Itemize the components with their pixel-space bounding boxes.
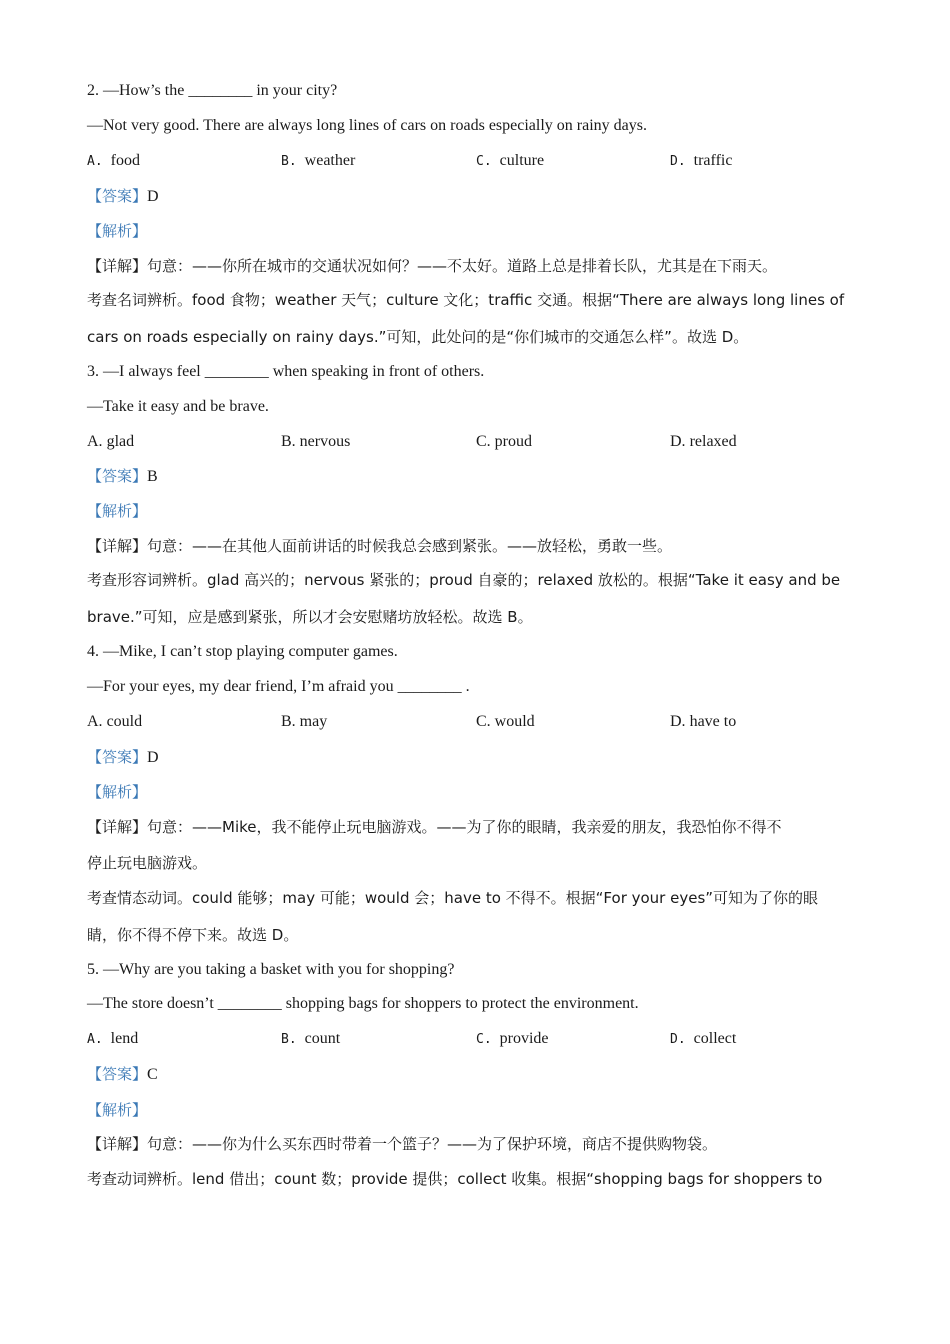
detail-tag: 【详解】 (87, 537, 148, 555)
question-3-detail-line-1 (87, 536, 672, 557)
question-2-options (87, 151, 867, 171)
option-text: glad (106, 433, 135, 450)
option-label: A. (87, 713, 103, 730)
question-5-reply: —The store doesn’t ________ shopping bags for shoppers to protect the environment. (87, 995, 639, 1012)
question-2-option-d (670, 151, 732, 172)
option-label: B. (281, 1032, 297, 1047)
question-5-option-d (670, 1029, 736, 1050)
option-text: provide (499, 1030, 549, 1047)
option-text: would (494, 713, 535, 730)
question-2-option-a (87, 151, 140, 172)
question-4-analysis-tag: 【解析】 (87, 783, 148, 801)
question-3-option-a (87, 432, 134, 452)
answer-tag: 【答案】 (87, 1065, 148, 1083)
question-4-stem: 4. —Mike, I can’t stop playing computer games. (87, 643, 398, 660)
question-5-option-c (476, 1029, 549, 1050)
question-2-stem: 2. —How’s the ________ in your city? (87, 82, 338, 99)
option-label: C. (476, 433, 491, 450)
question-4-option-b (281, 712, 327, 732)
detail-tag: 【详解】 (87, 1135, 148, 1153)
detail-text: 句意：——在其他人面前讲话的时候我总会感到紧张。——放轻松，勇敢一些。 (147, 537, 673, 555)
answer-value: C (147, 1066, 158, 1083)
question-5-analysis-tag: 【解析】 (87, 1101, 148, 1119)
question-4-detail-line-1 (87, 817, 782, 838)
question-3-option-b (281, 432, 350, 452)
question-3-options (87, 432, 867, 452)
detail-text: 句意：——你所在城市的交通状况如何？——不太好。道路上总是排着长队，尤其是在下雨天。 (147, 257, 778, 275)
option-label: A. (87, 1032, 103, 1047)
question-3-detail-line-3: brave.”可知，应是感到紧张，所以才会安慰赌坊放轻松。故选 B。 (87, 608, 533, 626)
question-5-detail-line-2: 考查动词辨析。lend 借出；count 数；provide 提供；collect 收集。根据“shopping bags for shoppers to (87, 1170, 823, 1188)
option-label: C. (476, 1032, 492, 1047)
question-4-answer (87, 747, 159, 768)
option-label: C. (476, 154, 492, 169)
option-label: D. (670, 433, 686, 450)
answer-value: B (147, 468, 158, 485)
question-2-detail-line-2: 考查名词辨析。food 食物；weather 天气；culture 文化；traffic 交通。根据“There are always long lines of (87, 291, 845, 309)
question-2-detail-line-3: cars on roads especially on rainy days.”可知，此处问的是“你们城市的交通怎么样”。故选 D。 (87, 328, 749, 346)
option-label: B. (281, 713, 296, 730)
detail-tag: 【详解】 (87, 818, 148, 836)
question-4-option-d (670, 712, 736, 732)
question-4-detail-line-2: 停止玩电脑游戏。 (87, 854, 208, 872)
question-5-detail-line-1 (87, 1134, 717, 1155)
option-text: nervous (299, 433, 351, 450)
question-3-detail-line-2: 考查形容词辨析。glad 高兴的；nervous 紧张的；proud 自豪的；relaxed 放松的。根据“Take it easy and be (87, 571, 841, 589)
question-5-options (87, 1029, 867, 1049)
question-4-option-a (87, 712, 142, 732)
option-label: D. (670, 1032, 686, 1047)
option-text: relaxed (689, 433, 737, 450)
answer-value: D (147, 749, 159, 766)
question-3-stem: 3. —I always feel ________ when speaking in front of others. (87, 363, 485, 380)
question-5-option-b (281, 1029, 340, 1050)
option-text: proud (494, 433, 532, 450)
question-2-option-c (476, 151, 544, 172)
option-label: C. (476, 713, 491, 730)
option-label: B. (281, 433, 296, 450)
option-label: D. (670, 154, 686, 169)
question-2-analysis-tag: 【解析】 (87, 222, 148, 240)
question-4-options (87, 712, 867, 732)
question-3-reply: —Take it easy and be brave. (87, 398, 269, 415)
option-text: lend (110, 1030, 139, 1047)
question-5-answer (87, 1064, 158, 1085)
question-4-reply: —For your eyes, my dear friend, I’m afraid you ________ . (87, 678, 470, 695)
option-label: A. (87, 433, 103, 450)
option-text: count (304, 1030, 341, 1047)
option-text: could (106, 713, 143, 730)
option-label: D. (670, 713, 686, 730)
option-text: traffic (693, 152, 733, 169)
option-text: collect (693, 1030, 737, 1047)
question-2-reply: —Not very good. There are always long lines of cars on roads especially on rainy days. (87, 117, 647, 134)
question-3-option-d (670, 432, 737, 452)
question-4-option-c (476, 712, 535, 732)
question-5-stem: 5. —Why are you taking a basket with you for shopping? (87, 961, 455, 978)
question-3-analysis-tag: 【解析】 (87, 502, 148, 520)
option-text: weather (304, 152, 356, 169)
option-label: A. (87, 154, 103, 169)
option-label: B. (281, 154, 297, 169)
answer-tag: 【答案】 (87, 187, 148, 205)
option-text: may (299, 713, 328, 730)
question-2-answer (87, 186, 159, 207)
answer-tag: 【答案】 (87, 467, 148, 485)
option-text: have to (689, 713, 737, 730)
detail-text: 句意：——Mike，我不能停止玩电脑游戏。——为了你的眼睛，我亲爱的朋友，我恐怕你不得不 (147, 818, 782, 836)
detail-text: 句意：——你为什么买东西时带着一个篮子？——为了保护环境，商店不提供购物袋。 (147, 1135, 718, 1153)
question-2-detail-line-1 (87, 256, 777, 277)
question-4-detail-line-3: 考查情态动词。could 能够；may 可能；would 会；have to 不得不。根据“For your eyes”可知为了你的眼 (87, 889, 819, 907)
question-5-option-a (87, 1029, 138, 1050)
answer-value: D (147, 188, 159, 205)
option-text: food (110, 152, 140, 169)
answer-tag: 【答案】 (87, 748, 148, 766)
detail-tag: 【详解】 (87, 257, 148, 275)
question-4-detail-line-4: 睛，你不得不停下来。故选 D。 (87, 926, 299, 944)
option-text: culture (499, 152, 545, 169)
question-3-option-c (476, 432, 532, 452)
question-3-answer (87, 466, 158, 487)
question-2-option-b (281, 151, 355, 172)
